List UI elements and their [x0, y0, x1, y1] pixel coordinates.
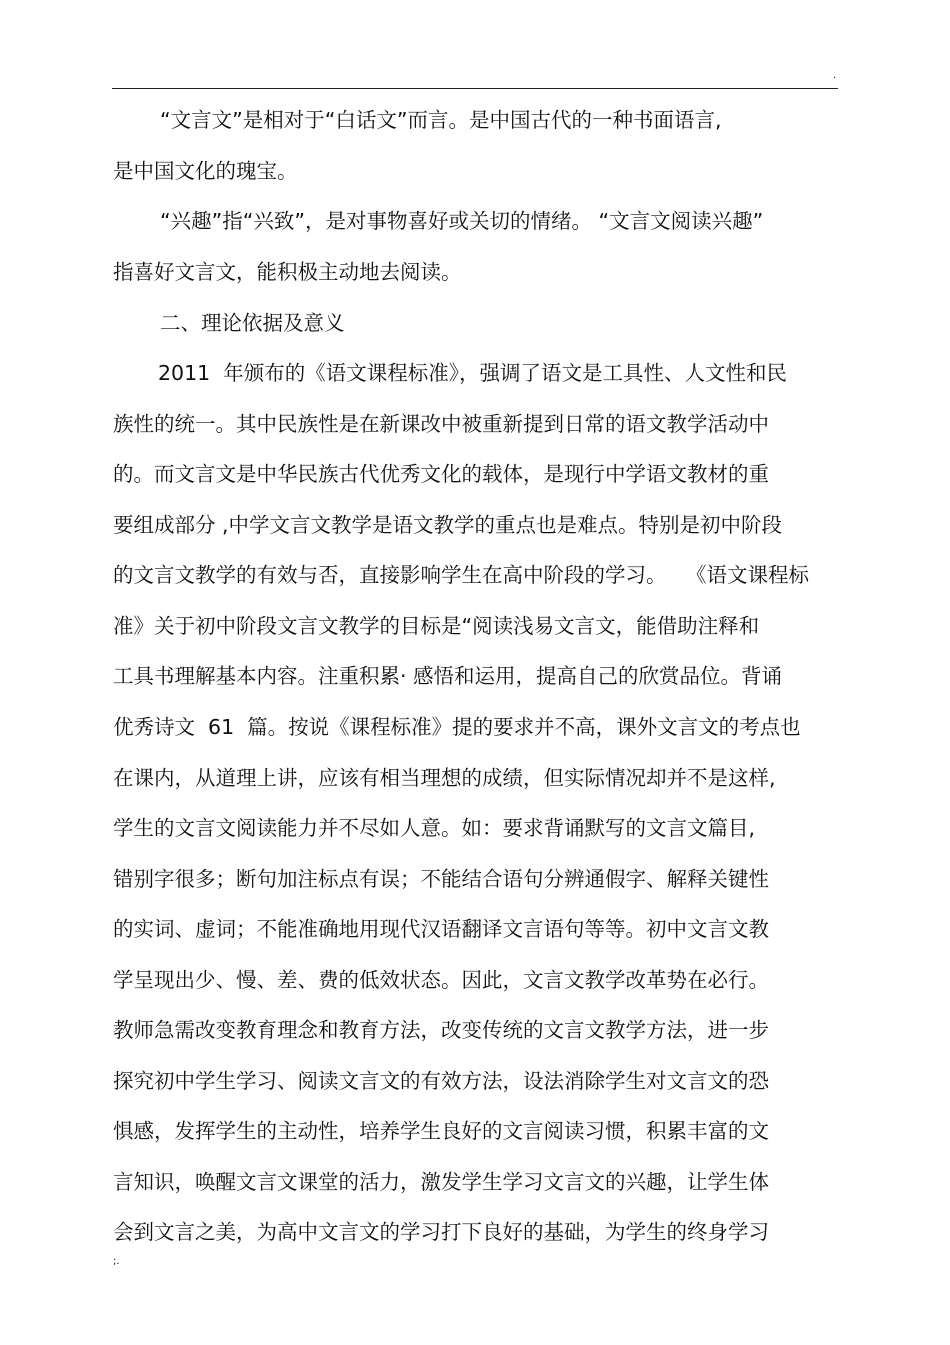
paragraph-line: 在课内，从道理上讲，应该有相当理想的成绩，但实际情况却并不是这样,	[113, 766, 776, 790]
paragraph-line: 优秀诗文 61 篇。按说《课程标准》提的要求并不高，课外文言文的考点也	[113, 715, 801, 739]
header-mark: .	[833, 70, 837, 81]
paragraph-line: 工具书理解基本内容。注重积累· 感悟和运用，提高自己的欣赏品位。背诵	[113, 664, 783, 688]
paragraph-line: 准》关于初中阶段文言文教学的目标是“阅读浅易文言文，能借助注释和	[113, 614, 760, 638]
paragraph-line: 惧感，发挥学生的主动性，培养学生良好的文言阅读习惯，积累丰富的文	[113, 1119, 769, 1143]
paragraph-line: 要组成部分 ,中学文言文教学是语文教学的重点也是难点。特别是初中阶段	[113, 513, 783, 537]
footer-mark: ;.	[113, 1256, 120, 1267]
paragraph-line: 指喜好文言文，能积极主动地去阅读。	[113, 260, 462, 284]
paragraph-line: “文言文”是相对于“白话文”而言。是中国古代的一种书面语言,	[160, 108, 722, 132]
paragraph-line: “兴趣”指“兴致”，是对事物喜好或关切的情绪。 “文言文阅读兴趣”	[160, 209, 764, 233]
paragraph-line: 族性的统一。其中民族性是在新课改中被重新提到日常的语文教学活动中	[113, 412, 769, 436]
section-heading: 二、理论依据及意义	[160, 311, 345, 335]
paragraph-line: 探究初中学生学习、阅读文言文的有效方法，设法消除学生对文言文的恐	[113, 1069, 769, 1093]
paragraph-line: 学生的文言文阅读能力并不尽如人意。如：要求背诵默写的文言文篇目,	[113, 816, 756, 840]
paragraph-line: 的实词、虚词；不能准确地用现代汉语翻译文言语句等等。初中文言文教	[113, 917, 769, 941]
paragraph-line: 的文言文教学的有效与否，直接影响学生在高中阶段的学习。 《语文课程标	[113, 563, 810, 587]
paragraph-line: 教师急需改变教育理念和教育方法，改变传统的文言文教学方法，进一步	[113, 1018, 769, 1042]
paragraph-line: 学呈现出少、慢、差、费的低效状态。因此，文言文教学改革势在必行。	[113, 968, 769, 992]
paragraph-line: 的。而文言文是中华民族古代优秀文化的载体，是现行中学语文教材的重	[113, 462, 769, 486]
paragraph-line: 言知识，唤醒文言文课堂的活力，激发学生学习文言文的兴趣，让学生体	[113, 1170, 769, 1194]
paragraph-line: 会到文言之美，为高中文言文的学习打下良好的基础，为学生的终身学习	[113, 1220, 769, 1244]
paragraph-line: 是中国文化的瑰宝。	[113, 159, 298, 183]
header-rule	[112, 88, 838, 89]
paragraph-line: 2011 年颁布的《语文课程标准》，强调了语文是工具性、人文性和民	[158, 361, 787, 385]
paragraph-line: 错别字很多；断句加注标点有误；不能结合语句分辨通假字、解释关键性	[113, 867, 769, 891]
